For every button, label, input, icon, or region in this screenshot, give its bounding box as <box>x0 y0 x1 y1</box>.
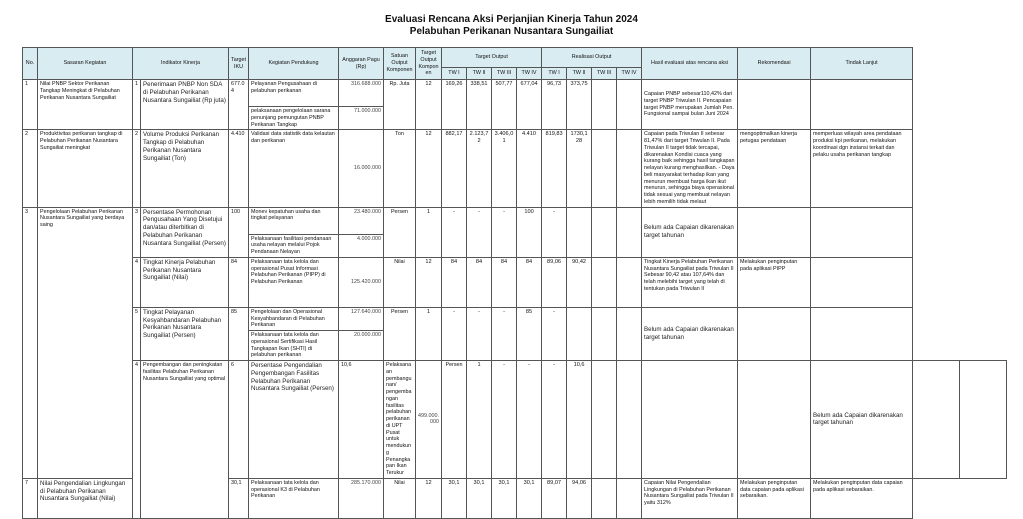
indikator-cell: Volume Produksi Perikanan Tangkap di Pelabuhan Perikanan Nusantara Sungailiat (Ton) <box>141 130 229 207</box>
rekomendasi-cell <box>913 361 960 479</box>
kegiatan-cell: Pelaksanaan tata kelola dan operasional Sertifikasi Hasil Tangkapan Ikan (SHTI) di pelabuhan perikanan <box>249 331 339 361</box>
table-row <box>23 307 1007 330</box>
target-tw3-cell: - <box>492 307 517 360</box>
realisasi-tw1-cell: 819,83 <box>542 130 567 207</box>
header-realisasi-output: Realisasi Output <box>542 48 642 68</box>
hasil-cell: Belum ada Capaian dikarenakan target tahunan <box>642 307 738 360</box>
target-tw4-cell: 85 <box>517 307 542 360</box>
target-tw2-cell: - <box>517 361 542 479</box>
indikator-cell: Persentase Pengendalian Pengembangan Fasilitas Pelabuhan Perikanan Nusantara Sungailiat (Persen) <box>249 361 339 479</box>
target-iku-cell: 4.410 <box>229 130 249 207</box>
hasil-cell: Belum ada Capaian dikarenakan target tahunan <box>642 207 738 257</box>
header-target-tw2: TW II <box>467 68 492 80</box>
anggaran-cell: 499.000.000 <box>416 361 442 479</box>
indikator-no: 7 <box>23 478 38 518</box>
table-row <box>23 361 1007 479</box>
header-anggaran: Anggaran Pagu (Rp) <box>339 48 384 80</box>
kegiatan-cell: Pelaksanaan tata kelola dan operasional Pusat Informasi Pelabuhan Perikanan (PIPP) di Pelabuhan Perikanan <box>249 257 339 307</box>
header-rekomendasi: Rekomendasi <box>738 48 811 80</box>
komponen-cell: 1 <box>467 361 492 479</box>
realisasi-tw2-cell <box>567 207 592 257</box>
target-tw1-cell: - <box>442 207 467 257</box>
anggaran-cell: 4.000.000 <box>339 234 384 257</box>
target-tw2-cell: 2.123,72 <box>467 130 492 207</box>
table-row <box>23 257 1007 307</box>
hasil-cell: Capaian pada Triwulan II sebesar 81,47% dari target Triwulan II. Pada Triwulan II target tidak tercapai, dikarenakan Kondisi cuaca yang kurang baik sehingga hasil tangkapan nelayan kurang menghasilkan. - Daya beli masyarakat terhadap ikan yang menurun membuat harga ikan ikut menurun, sehingga biaya operasional tidak sesuai yang membuat nelayan lebih memilih tidak melaut <box>642 130 738 207</box>
report-title <box>0 14 1023 38</box>
realisasi-tw3-cell <box>592 130 617 207</box>
target-tw2-cell: - <box>467 207 492 257</box>
satuan-cell: Nilai <box>384 478 416 518</box>
realisasi-tw1-cell: 89,06 <box>542 257 567 307</box>
row-no: 1 <box>23 80 38 130</box>
target-tw3-cell: 84 <box>492 257 517 307</box>
header-target-output-komponen: Target Output Komponen <box>416 48 442 80</box>
indikator-cell: Penerimaan PNBP Non SDA di Pelabuhan Perikanan Nusantara Sungailiat (Rp juta) <box>141 80 229 130</box>
table-row <box>23 130 1007 207</box>
target-tw1-cell: - <box>442 307 467 360</box>
target-iku-cell: 85 <box>229 307 249 360</box>
anggaran-cell: 16.000.000 <box>339 130 384 207</box>
anggaran-cell: 125.420.000 <box>339 257 384 307</box>
title-line-1: Evaluasi Rencana Aksi Perjanjian Kinerja Tahun 2024 <box>385 14 638 25</box>
satuan-cell: Nilai <box>384 257 416 307</box>
realisasi-tw1-cell: - <box>542 307 567 360</box>
row-no: 3 <box>23 207 38 478</box>
header-hasil: Hasil evaluasi atas rencana aksi <box>642 48 738 80</box>
realisasi-tw2-cell: 1730,128 <box>567 130 592 207</box>
target-tw1-cell: - <box>492 361 517 479</box>
indikator-cell: Tingkat Kinerja Pelabuhan Perikanan Nusantara Sungailiat (Nilai) <box>141 257 229 307</box>
kegiatan-cell: Validasi data statistik data kelautan dan perikanan <box>249 130 339 207</box>
realisasi-tw3-cell <box>592 307 617 360</box>
target-tw3-cell: 3.406,01 <box>492 130 517 207</box>
satuan-cell: Persen <box>384 307 416 360</box>
realisasi-tw1-cell: 89,07 <box>542 478 567 518</box>
kegiatan-cell: Pelaksanaan pembangunan/ pengembangan fasilitas pelabuhan perikanan di UPT Pusat untuk mendukung Penangkapan Ikan Terukur <box>384 361 416 479</box>
realisasi-tw4-cell <box>738 361 811 479</box>
rekomendasi-cell <box>738 80 811 130</box>
target-iku-cell: 84 <box>229 257 249 307</box>
header-target-iku: Target IKU <box>229 48 249 80</box>
indikator-no: 4 <box>133 257 141 307</box>
sasaran-cell: Pengembangan dan peningkatan fasilitas Pelabuhan Perikanan Nusantara Sungailiat yang optimal <box>141 361 229 519</box>
realisasi-tw1-cell: - <box>542 207 567 257</box>
rekomendasi-cell: mengoptimalkan kinerja petugas pendataan <box>738 130 811 207</box>
indikator-no: 2 <box>133 130 141 207</box>
komponen-cell: 1 <box>416 307 442 360</box>
target-tw2-cell: - <box>467 307 492 360</box>
rekomendasi-cell <box>738 207 811 257</box>
indikator-cell: Nilai Pengendalian Lingkungan di Pelabuhan Perikanan Nusantara Sungailiat (Nilai) <box>38 478 133 518</box>
realisasi-tw3-cell <box>642 361 738 479</box>
satuan-cell: Persen <box>442 361 467 479</box>
kegiatan-cell: Pelayanan Pengusahaan di pelabuhan perikanan <box>249 80 339 107</box>
target-tw4-cell: 30,1 <box>517 478 542 518</box>
komponen-cell: 12 <box>416 130 442 207</box>
evaluation-table <box>22 47 1007 519</box>
realisasi-tw4-cell <box>617 478 642 518</box>
hasil-cell: Belum ada Capaian dikarenakan target tahunan <box>811 361 913 479</box>
header-realisasi-tw2: TW II <box>567 68 592 80</box>
anggaran-cell: 71.000.000 <box>339 107 384 130</box>
header-realisasi-tw1: TW I <box>542 68 567 80</box>
realisasi-tw1-cell <box>592 361 617 479</box>
realisasi-tw2-cell <box>617 361 642 479</box>
sasaran-cell: Produktivitas perikanan tangkap di Pelabuhan Perikanan Nusantara Sungailiat meningkat <box>38 130 133 207</box>
table-row <box>23 207 1007 234</box>
realisasi-tw4-cell <box>617 130 642 207</box>
header-target-tw3: TW III <box>492 68 517 80</box>
header-realisasi-tw3: TW III <box>592 68 617 80</box>
tindak-cell: Melakukan penginputan data capaian pada aplikasi sebaraikan. <box>811 478 913 518</box>
rekomendasi-cell: Melakukan penginputan data capaian pada aplikasi sebaraikan. <box>738 478 811 518</box>
target-tw2-cell: 84 <box>467 257 492 307</box>
kegiatan-cell: Pelaksanaan fasilitasi pendanaan usaha nelayan melalui Pojok Pendanaan Nelayan <box>249 234 339 257</box>
hasil-cell: Tingkat Kinerja Pelabuhan Perikanan Nusantara Sungailiat pada Triwulan II Sebesar 90,42 atau 107,64% dan telah melebihi target yang telah di tentukan pada Triwulan II <box>642 257 738 307</box>
kegiatan-cell: pelaksanaan pengelolaan sarana penunjang pemungutan PNBP Perikanan Tangkap <box>249 107 339 130</box>
komponen-cell: 12 <box>416 257 442 307</box>
hasil-cell: Capaian PNBP sebesar110,42% dari target PNBP Triwulan II. Pencapaian target PNBP merupakan Jumlah Pen. Fungsional sampai bulan Juni 2024 <box>642 80 738 130</box>
anggaran-cell: 127.640.000 <box>339 307 384 330</box>
komponen-cell: 12 <box>416 478 442 518</box>
target-tw1-cell: 882,17 <box>442 130 467 207</box>
realisasi-tw2-cell: 90,42 <box>567 257 592 307</box>
sasaran-cell: Nilai PNBP Sektor Perikanan Tangkap Meningkat di Pelabuhan Perikanan Nusantara Sungailiat <box>38 80 133 130</box>
target-tw4-cell: 4.410 <box>517 130 542 207</box>
tindak-cell <box>811 80 913 130</box>
tindak-cell: memperluas wilayah area pendataan produksi kpi perikanan, melakukan koordinasi dgn instansi terkait dan pelaku usaha perikanan tangkap <box>811 130 913 207</box>
kegiatan-cell: Monev kepatuhan usaha dan tingkat pelayanan <box>249 207 339 234</box>
indikator-no: 1 <box>133 80 141 130</box>
row-no: 4 <box>133 361 141 519</box>
header-target-output: Target Output <box>442 48 542 68</box>
rekomendasi-cell: Melakukan penginputan pada aplikasi PIPP <box>738 257 811 307</box>
target-iku-cell: 30,1 <box>229 478 249 518</box>
anggaran-cell: 20.000.000 <box>339 331 384 361</box>
realisasi-tw4-cell <box>617 207 642 257</box>
header-target-tw1: TW I <box>442 68 467 80</box>
realisasi-tw2-cell <box>567 307 592 360</box>
anggaran-cell: 23.480.000 <box>339 207 384 234</box>
satuan-cell: Rp. Juta <box>384 80 416 130</box>
target-iku-cell: 100 <box>229 207 249 257</box>
tindak-cell <box>811 207 913 257</box>
header-indikator: Indikator Kinerja <box>133 48 229 80</box>
realisasi-tw3-cell <box>592 478 617 518</box>
kegiatan-cell: Pengelolaan dan Operasional Kesyahbandaran di Pelabuhan Perikanan <box>249 307 339 330</box>
header-sasaran: Sasaran Kegiatan <box>38 48 133 80</box>
header-target-tw4: TW IV <box>517 68 542 80</box>
sasaran-cell: Pengelolaan Pelabuhan Perikanan Nusantara Sungailiat yang berdaya saing <box>38 207 133 478</box>
rekomendasi-cell <box>738 307 811 360</box>
target-tw3-cell: - <box>542 361 567 479</box>
header-kegiatan: Kegiatan Pendukung <box>249 48 339 80</box>
indikator-no: 5 <box>133 307 141 360</box>
target-tw3-cell: - <box>492 207 517 257</box>
realisasi-tw1-cell: 96,73 <box>542 80 567 130</box>
realisasi-tw4-cell <box>617 307 642 360</box>
anggaran-cell: 285.170.000 <box>339 478 384 518</box>
title-line-2: Pelabuhan Perikanan Nusantara Sungailiat <box>409 26 614 37</box>
komponen-cell: 1 <box>416 207 442 257</box>
target-tw1-cell: 84 <box>442 257 467 307</box>
realisasi-tw2-cell: 94,06 <box>567 478 592 518</box>
komponen-cell: 12 <box>416 80 442 130</box>
realisasi-tw4-cell <box>617 257 642 307</box>
tindak-cell <box>811 257 913 307</box>
realisasi-tw3-cell <box>592 80 617 130</box>
target-tw4-cell: 100 <box>517 207 542 257</box>
target-tw4-cell: 10,6 <box>567 361 592 479</box>
tindak-cell <box>960 361 1007 479</box>
header-no: No. <box>23 48 38 80</box>
table-row <box>23 80 1007 107</box>
satuan-cell: Ton <box>384 130 416 207</box>
anggaran-cell: 316.688.000 <box>339 80 384 107</box>
hasil-cell: Capaian Nilai Pengendalian Lingkungan di Pelabuhan Perikanan Nusantara Sungailiat pada Triwulan II yaitu 312% <box>642 478 738 518</box>
indikator-cell: Persentase Permohonan Pengusahaan Yang Disetujui dan/atau diterbitkan di Pelabuhan Perikanan Nusantara Sungailiat (Persen) <box>141 207 229 257</box>
header-tindak-lanjut: Tindak Lanjut <box>811 48 913 80</box>
realisasi-tw3-cell <box>592 257 617 307</box>
realisasi-tw3-cell <box>592 207 617 257</box>
target-tw2-cell: 30,1 <box>467 478 492 518</box>
target-tw1-cell: 169,26 <box>442 80 467 130</box>
target-tw4-cell: 677,04 <box>517 80 542 130</box>
target-tw3-cell: 30,1 <box>492 478 517 518</box>
target-tw2-cell: 338,51 <box>467 80 492 130</box>
indikator-cell: Tingkat Pelayanan Kesyahbandaran Pelabuhan Perikanan Nusantara Sungailiat (Persen) <box>141 307 229 360</box>
satuan-cell: Persen <box>384 207 416 257</box>
kegiatan-cell: Pelaksanaan tata kelola dan operasional K3 di Pelabuhan Perikanan <box>249 478 339 518</box>
indikator-no: 3 <box>133 207 141 257</box>
target-iku-cell: 10,6 <box>339 361 384 479</box>
target-tw3-cell: 507,77 <box>492 80 517 130</box>
row-no: 2 <box>23 130 38 207</box>
target-iku-cell: 677.04 <box>229 80 249 130</box>
target-tw1-cell: 30,1 <box>442 478 467 518</box>
header-realisasi-tw4: TW IV <box>617 68 642 80</box>
realisasi-tw2-cell: 373,75 <box>567 80 592 130</box>
target-tw4-cell: 84 <box>517 257 542 307</box>
realisasi-tw4-cell <box>617 80 642 130</box>
header-satuan: Satuan Output Komponen <box>384 48 416 80</box>
tindak-cell <box>811 307 913 360</box>
indikator-no: 6 <box>229 361 249 479</box>
